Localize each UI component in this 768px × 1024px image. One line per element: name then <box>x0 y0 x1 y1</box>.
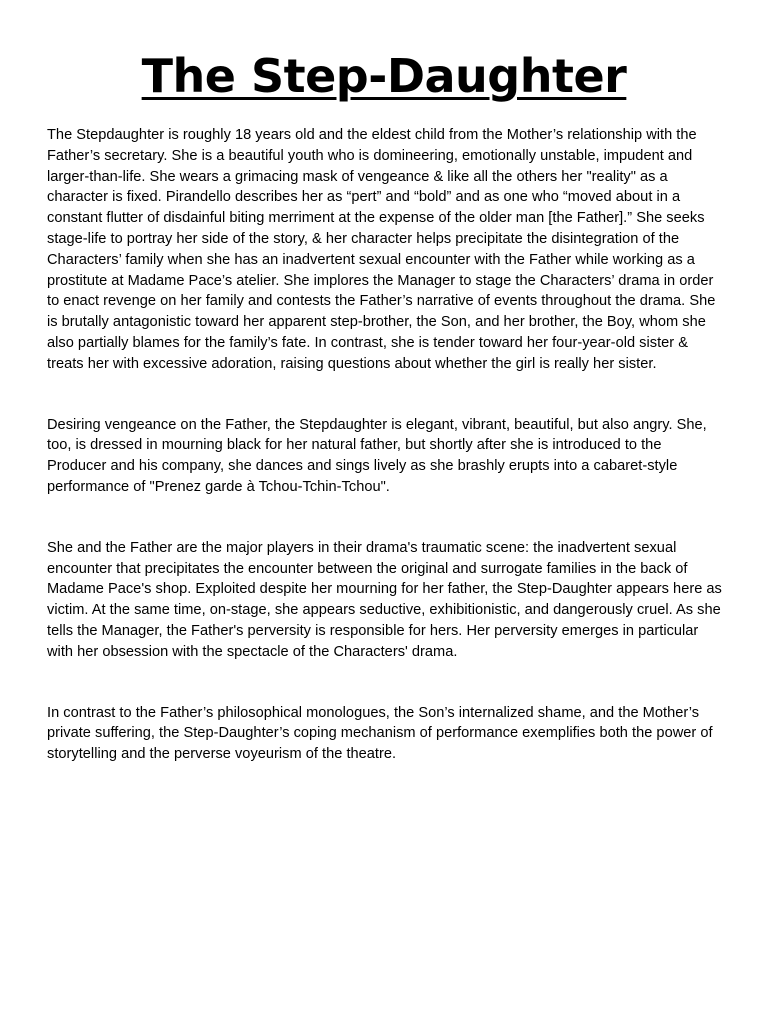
page-title: The Step-Daughter <box>141 49 627 103</box>
paragraph-4: In contrast to the Father’s philosophical monologues, the Son’s internalized shame, and the Mother’s private suffering, the Step-Daughter’s coping mechanism of performance exemplifies both the power of storytelling and the perverse voyeurism of the theatre. <box>47 704 713 763</box>
paragraph-3: She and the Father are the major players in their drama's traumatic scene: the inadvertent sexual encounter that precipitates the encounter between the original and surrogate families in the back of Madame Pace's shop. Exploited despite her mourning for her father, the Step-Daughter appears here as victim. At the same time, on-stage, she appears seductive, exhibitionistic, and dangerously cruel. As she tells the Manager, the Father's perversity is responsible for hers. Her perversity emerges in particular with her obsession with the spectacle of the Characters' drama. <box>47 539 722 660</box>
paragraph-1: The Stepdaughter is roughly 18 years old and the eldest child from the Mother’s relationship with the Father’s secretary. She is a beautiful youth who is domineering, emotionally unstable, impudent and larger-than-life. She wears a grimacing mask of vengeance & like all the others her "reality" as a character is fixed. Pirandello describes her as “pert” and “bold” and as one who “moved about in a constant flutter of disdainful biting merriment at the expense of the older man [the Father].” She seeks stage-life to portray her side of the story, & her character helps precipitate the disintegration of the Characters’ family when she has an inadvertent sexual encounter with the Father while working as a prostitute at Madame Pace’s atelier. She implores the Manager to stage the Characters’ drama in order to enact revenge on her family and contests the Father’s narrative of events throughout the drama. She is brutally antagonistic toward her apparent step-brother, the Son, and her brother, the Boy, whom she also partially blames for the family’s fate. In contrast, she is tender toward her four-year-old sister & treats her with excessive adoration, raising questions about whether the girl is really her sister. <box>47 127 716 372</box>
document-body <box>47 125 723 765</box>
paragraph-2: Desiring vengeance on the Father, the Stepdaughter is elegant, vibrant, beautiful, but also angry. She, too, is dressed in mourning black for her natural father, but shortly after she is introduced to the Producer and his company, she dances and sings lively as she brashly erupts into a cabaret-style performance of "Prenez garde à Tchou-Tchin-Tchou". <box>47 416 707 495</box>
